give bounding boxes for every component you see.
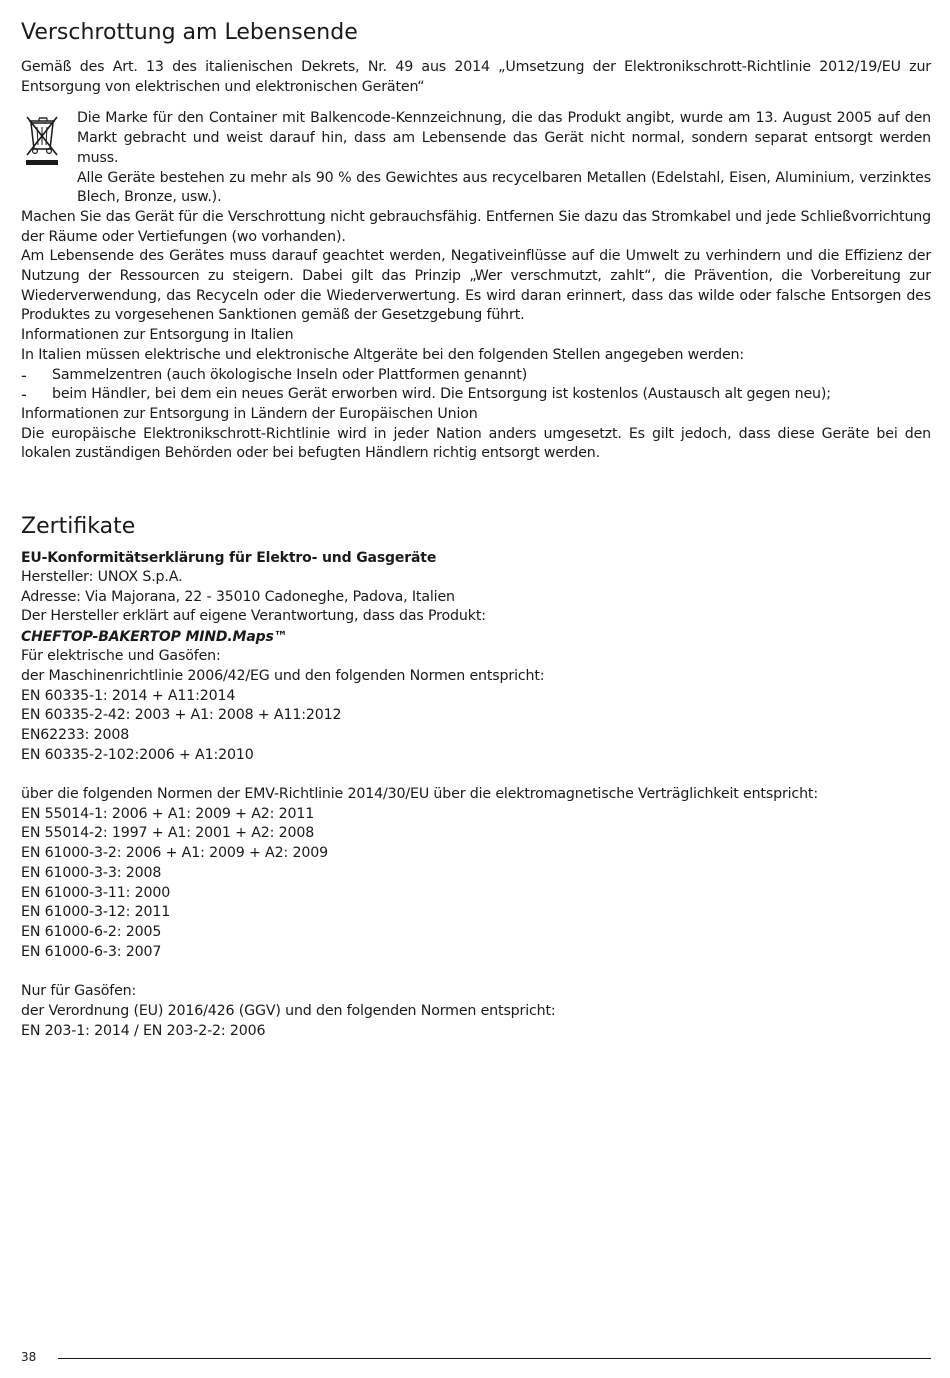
eu-heading: Informationen zur Entsorgung in Ländern der Europäischen Union [21,405,478,422]
norm-line: EN 61000-3-11: 2000 [21,884,171,901]
norm-line: EN 61000-3-2: 2006 + A1: 2009 + A2: 2009 [21,845,328,862]
norm-line: EN 55014-1: 2006 + A1: 2009 + A2: 2011 [21,805,315,822]
section-title-disposal: Verschrottung am Lebensende [21,20,358,45]
list-item-text: Sammelzentren (auch ökologische Inseln oder Plattformen genannt) [52,366,528,383]
norm-line: EN 61000-6-3: 2007 [21,943,162,960]
norm-line: EN 60335-1: 2014 + A11:2014 [21,687,236,704]
certificates-section [21,512,931,1041]
norm-line: EN 203-1: 2014 / EN 203-2-2: 2006 [21,1022,266,1039]
metals-paragraph: Alle Geräte bestehen zu mehr als 90 % des Gewichtes aus recycelbaren Metallen (Edelstahl, Eisen, Aluminium, verzinktes Blech, Bronze, usw.). [77,169,931,206]
list-item [21,366,931,386]
list-dash: - [21,385,27,405]
product-name: CHEFTOP-BAKERTOP MIND.Maps™ [21,629,288,646]
declaration-subtitle: EU-Konformitätserklärung für Elektro- und Gasgeräte [21,550,437,567]
page-footer [21,1348,931,1368]
section-title-certificates: Zertifikate [21,514,136,540]
norm-line: EN 61000-3-12: 2011 [21,904,171,921]
list-dash: - [21,365,27,385]
end-of-life-paragraph: Am Lebensende des Gerätes muss darauf geachtet werden, Negativeinflüsse auf die Umwelt zu verhindern und die Effizienz der Nutzung der Ressourcen zu steigern. Dabei gilt das Prinzip „Wer verschmutzt, zahlt“, die Prävention, die Vorbereitung zur Wiederverwendung, das Recyceln oder die Wiederverwertung. Es wird daran erinnert, dass das wilde oder falsche Entsorgen des Produktes zu vorgesehenen Sanktionen gemäß der Gesetzgebung führt. [21,248,931,324]
address-line: Adresse: Via Majorana, 22 - 35010 Cadoneghe, Padova, Italien [21,588,455,605]
manufacturer-line: Hersteller: UNOX S.p.A. [21,569,183,586]
crossed-out-wheelie-bin-icon [21,113,65,167]
norm-line: EN 60335-2-102:2006 + A1:2010 [21,746,254,763]
gas-line: der Verordnung (EU) 2016/426 (GGV) und den folgenden Normen entspricht: [21,1002,556,1019]
emc-line: über die folgenden Normen der EMV-Richtlinie 2014/30/EU über die elektromagnetische Verträglichkeit entspricht: [21,786,818,803]
footer-divider [58,1358,931,1359]
gas-heading: Nur für Gasöfen: [21,983,137,1000]
spacer [21,962,931,982]
document-page [21,14,931,1041]
list-item-text: beim Händler, bei dem ein neues Gerät erworben wird. Die Entsorgung ist kostenlos (Austausch alt gegen neu); [52,386,831,403]
electric-gas-heading: Für elektrische und Gasöfen: [21,648,221,665]
page-number: 38 [21,1350,37,1364]
eu-paragraph: Die europäische Elektronikschrott-Richtlinie wird in jeder Nation anders umgesetzt. Es gilt jedoch, dass diese Geräte bei den lokalen zuständigen Behörden oder bei befugten Händlern richtig entsorgt werden. [21,425,931,462]
norm-line: EN62233: 2008 [21,726,130,743]
norm-line: EN 55014-2: 1997 + A1: 2001 + A2: 2008 [21,825,315,842]
italy-heading: Informationen zur Entsorgung in Italien [21,327,294,344]
norm-line: EN 61000-3-3: 2008 [21,864,162,881]
weee-block [21,109,931,208]
spacer [21,765,931,785]
weee-paragraph: Die Marke für den Container mit Balkencode-Kennzeichnung, die das Produkt angibt, wurde am 13. August 2005 auf den Markt gebracht und weist darauf hin, dass am Lebensende das Gerät nicht normal, sondern separat entsorgt werden muss. [77,110,931,166]
italy-intro: In Italien müssen elektrische und elektronische Altgeräte bei den folgenden Stellen angegeben werden: [21,346,745,363]
norm-line: EN 60335-2-42: 2003 + A1: 2008 + A11:2012 [21,707,342,724]
disposal-intro: Gemäß des Art. 13 des italienischen Dekrets, Nr. 49 aus 2014 „Umsetzung der Elektronikschrott-Richtlinie 2012/19/EU zur Entsorgung von elektrischen und elektronischen Geräten“ [21,59,931,95]
machinery-line: der Maschinenrichtlinie 2006/42/EG und den folgenden Normen entspricht: [21,667,545,684]
norm-line: EN 61000-6-2: 2005 [21,924,162,940]
list-item [21,385,931,405]
unusable-paragraph: Machen Sie das Gerät für die Verschrottung nicht gebrauchsfähig. Entfernen Sie dazu das Stromkabel und jede Schließvorrichtung der Räume oder Vertiefungen (wo vorhanden). [21,208,931,245]
declaration-line: Der Hersteller erklärt auf eigene Verantwortung, dass das Produkt: [21,608,486,625]
